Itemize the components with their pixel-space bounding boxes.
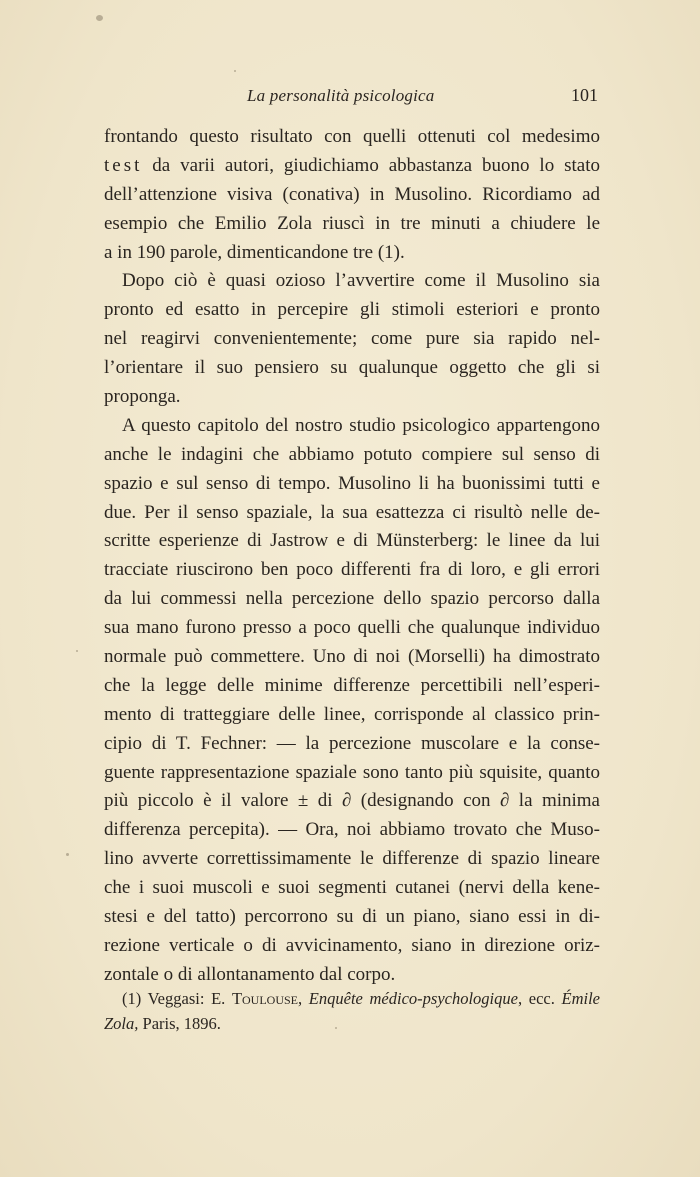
running-title: La personalità psicologica — [247, 86, 435, 105]
text-line: Dopo ciò è quasi ozioso l’avvertire come il Musolino sia — [122, 270, 600, 292]
footnote-subject-cont: Zola, — [104, 1014, 139, 1033]
text-line: rezione verticale o di avvicinamento, siano in direzione oriz- — [104, 934, 600, 956]
text-line: tracciate riuscirono ben poco differenti fra di loro, e gli errori — [104, 559, 600, 581]
footnote-author: Toulouse — [231, 989, 299, 1008]
text-line: due. Per il senso spaziale, la sua esattezza ci risultò nelle de- — [104, 501, 600, 523]
text-line: esempio che Emilio Zola riuscì in tre minuti a chiudere le — [104, 212, 600, 234]
text-line: A questo capitolo del nostro studio psicologico appartengono — [122, 414, 600, 436]
footnote-sep: , — [298, 989, 309, 1008]
footnote-line — [104, 986, 600, 1011]
text-line: nel reagirvi convenientemente; come pure sia rapido nel- — [104, 328, 600, 350]
text-line — [104, 152, 600, 181]
text-line: stesi e del tatto) percorrono su di un piano, siano essi in di- — [104, 906, 600, 928]
text-line: sua mano furono presso a poco quelli che qualunque individuo — [104, 617, 600, 639]
text-line: l’orientare il suo pensiero su qualunque oggetto che gli si — [104, 357, 600, 379]
page-number: 101 — [571, 85, 598, 105]
text-line: spazio e sul senso di tempo. Musolino li ha buonissimi tutti e — [104, 472, 600, 494]
footnote-place-year: Paris, 1896. — [138, 1014, 221, 1033]
test-word: test — [104, 154, 143, 176]
text-line: zontale o di allontanamento dal corpo. — [104, 963, 396, 985]
paper-speck — [234, 70, 236, 72]
footnote-subject: Émile — [561, 989, 600, 1008]
text-line: che la legge delle minime differenze percettibili nell’esperi- — [104, 674, 600, 696]
footnote-line — [104, 1011, 600, 1036]
text-line: differenza percepita). — Ora, noi abbiamo trovato che Muso- — [104, 819, 600, 841]
footnote-mid: , ecc. — [517, 989, 562, 1008]
text-line: scritte esperienze di Jastrow e di Münsterberg: le linee da lui — [104, 530, 600, 552]
text-line: guente rappresentazione spaziale sono tanto più squisite, quanto — [104, 761, 600, 783]
text-line: pronto ed esatto in percepire gli stimoli esteriori e pronto — [104, 299, 600, 321]
footnote-work: Enquête médico-psychologique — [308, 989, 518, 1008]
paper-speck — [96, 15, 103, 21]
text-line: proponga. — [104, 386, 181, 408]
page-header — [104, 86, 600, 112]
text-line: normale può commettere. Uno di noi (Morselli) ha dimostrato — [104, 646, 600, 668]
footnote — [104, 986, 600, 1036]
text-line: che i suoi muscoli e suoi segmenti cutanei (nervi della kene- — [104, 877, 600, 899]
text-fragment: da varii autori, giudichiamo abbastanza buono lo stato — [142, 154, 600, 176]
body-text — [104, 123, 600, 990]
text-line: più piccolo è il valore ± di ∂ (designando con ∂ la minima — [104, 790, 600, 812]
footnote-prefix: (1) Veggasi: E. — [122, 989, 232, 1008]
text-line: cipio di T. Fechner: — la percezione muscolare e la conse- — [104, 732, 600, 754]
paper-speck — [76, 650, 78, 652]
text-line: mento di tratteggiare delle linee, corrisponde al classico prin- — [104, 703, 600, 725]
paper-speck — [66, 853, 69, 856]
text-line: lino avverte correttissimamente le differenze di spazio lineare — [104, 848, 600, 870]
text-line: anche le indagini che abbiamo potuto compiere sul senso di — [104, 443, 600, 465]
text-line: frontando questo risultato con quelli ottenuti col medesimo — [104, 126, 600, 147]
text-line: dell’attenzione visiva (conativa) in Musolino. Ricordiamo ad — [104, 183, 600, 205]
text-line: a in 190 parole, dimenticandone tre (1). — [104, 241, 405, 263]
text-line: da lui commessi nella percezione dello spazio percorso dalla — [104, 588, 600, 610]
